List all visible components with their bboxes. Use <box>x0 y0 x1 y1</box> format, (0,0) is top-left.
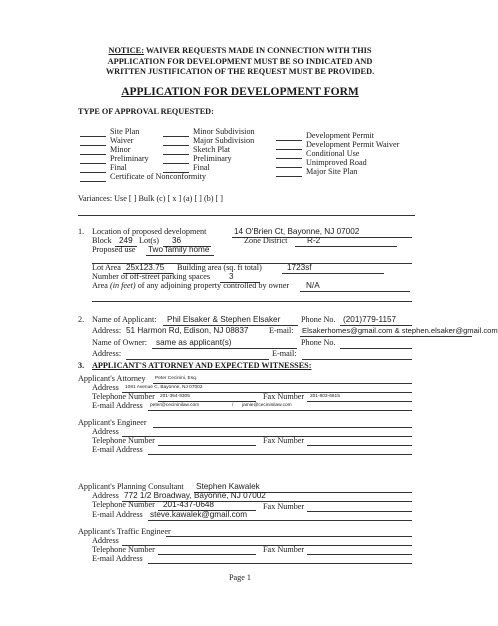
opt-preliminary-2: Preliminary <box>193 154 232 163</box>
attorney-underline <box>153 383 412 384</box>
blank-major-site-plan[interactable] <box>276 176 302 177</box>
opt-final-1: Final <box>110 163 127 172</box>
owner-email-field[interactable] <box>302 359 412 360</box>
engineer-title: Applicant's Engineer <box>78 418 147 427</box>
owner-label: Name of Owner: <box>92 338 148 347</box>
section-3-heading: APPLICANT'S ATTORNEY AND EXPECTED WITNESSES: <box>92 361 312 370</box>
lot-area-value[interactable]: 25x123.75 <box>126 263 165 272</box>
attorney-address-label: Address <box>92 383 119 392</box>
block-value[interactable]: 249 <box>119 236 133 245</box>
variances-row: Variances: Use [ ] Bulk (c) [ x ] (a) [ ] (b) [ ] <box>78 194 224 203</box>
blank-development-permit-waiver[interactable] <box>276 149 302 150</box>
attorney-email-underline <box>148 410 412 411</box>
traffic-title: Applicant's Traffic Engineer <box>78 527 171 536</box>
blank-conditional-use[interactable] <box>276 158 302 159</box>
blank-site-plan[interactable] <box>80 136 106 137</box>
blank-final-2[interactable] <box>163 172 189 173</box>
opt-major-site-plan: Major Site Plan <box>306 167 358 176</box>
opt-site-plan: Site Plan <box>110 127 140 136</box>
engineer-email-field[interactable] <box>148 454 412 455</box>
page-number: Page 1 <box>228 573 252 582</box>
planner-fax-field[interactable] <box>307 511 412 512</box>
attorney-email-label: E-mail Address <box>92 401 143 410</box>
parking-label: Number of off-street parking spaces <box>92 272 211 281</box>
engineer-phone-field[interactable] <box>158 445 256 446</box>
owner-address-field[interactable] <box>126 359 269 360</box>
email-value <box>302 326 498 335</box>
traffic-name-field[interactable] <box>166 536 412 537</box>
email-value-b: & <box>394 326 400 335</box>
engineer-phone-label: Telephone Number <box>92 436 155 445</box>
opt-sketch-plat: Sketch Plat <box>193 145 231 154</box>
notice-line-1: WAIVER REQUESTS MADE IN CONNECTION WITH THIS <box>145 46 372 55</box>
attorney-phone-underline <box>158 401 256 402</box>
applicant-value[interactable]: Phil Elsaker & Stephen Elsaker <box>167 315 281 324</box>
engineer-name-field[interactable] <box>153 427 412 428</box>
section-2-number: 2. <box>78 315 85 324</box>
building-area-label: Building area (sq. ft total) <box>177 263 262 272</box>
email-underline <box>300 336 472 337</box>
address-label: Address: <box>92 326 122 335</box>
blank-certificate[interactable] <box>80 181 106 182</box>
building-area-underline <box>282 273 384 274</box>
blank-major-subdivision[interactable] <box>163 145 189 146</box>
opt-major-subdivision: Major Subdivision <box>193 136 255 145</box>
adjoining-label-a: Area <box>92 281 108 290</box>
location-label: Location of proposed development <box>92 227 207 236</box>
form-title: APPLICATION FOR DEVELOPMENT FORM <box>121 86 359 98</box>
blank-sketch-plat[interactable] <box>163 154 189 155</box>
blank-preliminary-1[interactable] <box>80 163 106 164</box>
attorney-title: Applicant's Attorney <box>78 374 146 383</box>
approval-heading: TYPE OF APPROVAL REQUESTED: <box>78 107 214 116</box>
phone-label: Phone No. <box>301 315 336 324</box>
proposed-use-underline <box>146 255 214 256</box>
traffic-fax-label: Fax Number <box>263 545 305 554</box>
parking-value[interactable]: 3 <box>229 272 234 281</box>
engineer-fax-label: Fax Number <box>263 436 305 445</box>
traffic-email-label: E-mail Address <box>92 554 143 563</box>
address-value[interactable]: 51 Harmon Rd, Edison, NJ 08837 <box>126 326 249 335</box>
divider <box>78 215 415 216</box>
blank-development-permit[interactable] <box>276 140 302 141</box>
owner-email-label: E-mail: <box>272 349 297 358</box>
building-area-value[interactable]: 1723sf <box>287 263 312 272</box>
zone-underline <box>295 246 397 247</box>
notice-line-3: WRITTEN JUSTIFICATION OF THE REQUEST MUST BE PROVIDED. <box>105 67 375 76</box>
adjoining-label <box>92 281 289 290</box>
section-1-number: 1. <box>78 227 85 236</box>
planner-phone-label: Telephone Number <box>92 500 155 509</box>
blank-preliminary-2[interactable] <box>163 163 189 164</box>
notice-label: NOTICE: <box>108 46 144 55</box>
attorney-email-sep: / <box>232 403 234 408</box>
lots-label: Lot(s) <box>139 236 160 245</box>
attorney-email-value-2[interactable]: jamie@cecininilaw.com <box>242 403 292 408</box>
planner-email-underline <box>148 520 412 521</box>
opt-conditional-use: Conditional Use <box>306 149 360 158</box>
lot-area-label: Lot Area <box>92 263 121 272</box>
planner-address-value[interactable]: 772 1/2 Broadway, Bayonne, NJ 07002 <box>124 491 266 500</box>
adjoining-label-b: (in feet) <box>109 281 136 290</box>
attorney-fax-underline <box>307 401 412 402</box>
notice-line-2: APPLICATION FOR DEVELOPMENT MUST BE SO INDICATED AND <box>107 56 373 66</box>
traffic-email-field[interactable] <box>148 563 412 564</box>
attorney-fax-label: Fax Number <box>263 392 305 401</box>
planner-fax-label: Fax Number <box>263 502 305 511</box>
attorney-phone-value[interactable]: 201-354-9305 <box>160 394 190 399</box>
engineer-email-label: E-mail Address <box>92 445 143 454</box>
adjoining-value[interactable]: N/A <box>306 281 320 290</box>
planner-phone-value[interactable]: 201-437-0648 <box>163 500 214 509</box>
adjoining-label-c: of any adjoining property controlled by owner <box>137 281 290 290</box>
owner-phone-field[interactable] <box>340 348 412 349</box>
location-value[interactable]: 14 O'Brien Ct, Bayonne, NJ 07002 <box>234 227 360 236</box>
planner-name[interactable]: Stephen Kawalek <box>196 482 260 491</box>
engineer-fax-field[interactable] <box>307 445 412 446</box>
proposed-use-value[interactable]: Two family home <box>148 245 210 254</box>
planner-email-label: E-mail Address <box>92 510 143 519</box>
block-label: Block <box>92 236 112 245</box>
planner-title: Applicant's Planning Consultant <box>78 482 184 491</box>
blank-unimproved-road[interactable] <box>276 167 302 168</box>
planner-address-label: Address <box>92 491 119 500</box>
owner-phone-label: Phone No. <box>301 338 336 347</box>
attorney-name[interactable]: Peter Cecinini, Esq. <box>155 376 198 381</box>
owner-address-label: Address: <box>92 349 122 358</box>
opt-waiver: Waiver <box>110 136 134 145</box>
attorney-phone-label: Telephone Number <box>92 392 155 401</box>
blank-waiver[interactable] <box>80 145 106 146</box>
blank-final-1[interactable] <box>80 172 106 173</box>
attorney-fax-value[interactable]: 201-603-6615 <box>310 394 340 399</box>
opt-development-permit-waiver: Development Permit Waiver <box>306 140 400 149</box>
blank-minor-subdivision[interactable] <box>163 136 189 137</box>
notice-block <box>0 46 480 78</box>
engineer-address-label: Address <box>92 427 119 436</box>
opt-development-permit: Development Permit <box>306 131 374 140</box>
applicant-label: Name of Applicant: <box>92 315 157 324</box>
zone-label: Zone District <box>244 236 288 245</box>
adjoining-line-2 <box>92 301 412 302</box>
opt-minor: Minor <box>110 145 131 154</box>
opt-preliminary-1: Preliminary <box>110 154 149 163</box>
opt-certificate: Certificate of Nonconformity <box>110 172 206 181</box>
opt-final-2: Final <box>193 163 210 172</box>
opt-unimproved-road: Unimproved Road <box>306 158 367 167</box>
attorney-email-value[interactable]: peter@cecininilaw.com <box>150 403 200 408</box>
opt-minor-subdivision: Minor Subdivision <box>193 127 255 136</box>
attorney-address-value[interactable]: 1081 Avenue C, Bayonne, NJ 07002 <box>125 385 203 390</box>
email-label: E-mail: <box>269 326 294 335</box>
blank-minor[interactable] <box>80 154 106 155</box>
planner-email-value[interactable]: steve.kawalek@gmail.com <box>150 510 248 519</box>
section-3-number: 3. <box>78 361 85 370</box>
traffic-phone-label: Telephone Number <box>92 545 155 554</box>
email-value-a[interactable]: Elsakerhomes@gmail.com <box>302 326 393 335</box>
owner-value[interactable]: same as applicant(s) <box>156 338 232 347</box>
traffic-address-label: Address <box>92 536 119 545</box>
proposed-use-label: Proposed use <box>92 245 136 254</box>
adjoining-underline <box>300 291 410 292</box>
traffic-fax-field[interactable] <box>307 554 412 555</box>
zone-value[interactable]: R-2 <box>307 236 321 245</box>
email-value-c[interactable]: stephen.elsaker@gmail.com <box>401 326 498 335</box>
traffic-phone-field[interactable] <box>158 554 256 555</box>
phone-value[interactable]: (201)779-1157 <box>343 315 397 324</box>
lots-value[interactable]: 36 <box>172 236 182 245</box>
